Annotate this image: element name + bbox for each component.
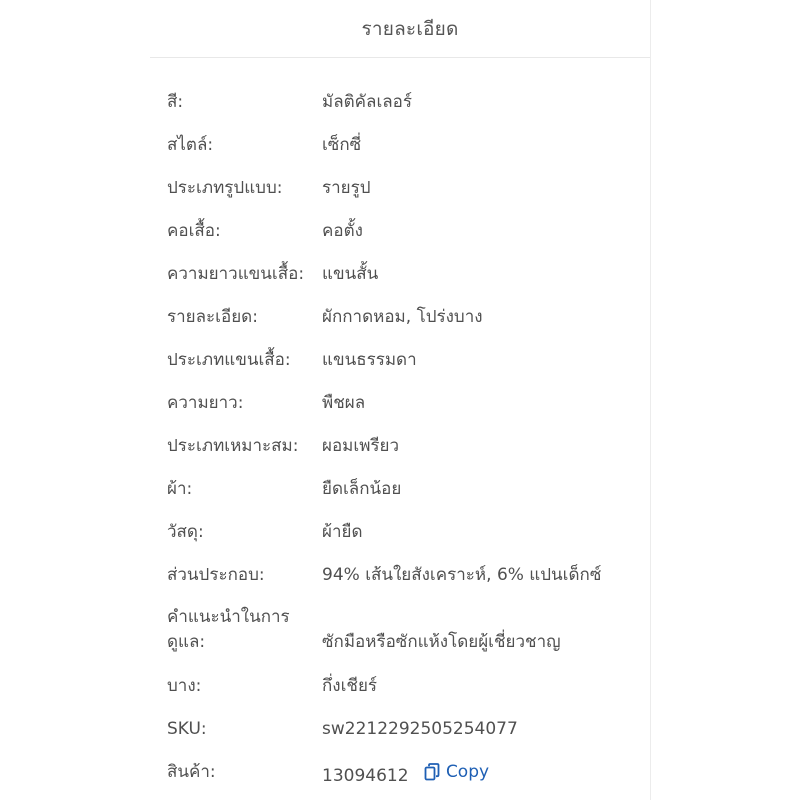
copy-icon xyxy=(424,763,440,781)
detail-label: ประเภทรูปแบบ: xyxy=(167,178,283,198)
detail-row-pattern-type xyxy=(150,165,650,208)
detail-label: ประเภทแขนเสื้อ: xyxy=(167,350,291,370)
product-id-value: 13094612 xyxy=(322,766,409,786)
copy-label: Copy xyxy=(445,762,490,782)
detail-label: คำแนะนำในการดูแล: xyxy=(167,607,290,652)
detail-label: SKU: xyxy=(167,719,207,739)
detail-row-composition xyxy=(150,552,650,595)
details-list xyxy=(150,79,650,792)
detail-row-neckline xyxy=(150,208,650,251)
detail-row-fabric xyxy=(150,466,650,509)
detail-row-care-instructions xyxy=(150,595,650,663)
detail-value: 94% เส้นใยสังเคราะห์, 6% แปนเด็กซ์ xyxy=(322,565,602,585)
detail-label: ผ้า: xyxy=(167,479,193,499)
detail-value: กึ่งเชียร์ xyxy=(322,676,378,696)
detail-value: ผ้ายืด xyxy=(322,522,363,542)
detail-label: คอเสื้อ: xyxy=(167,221,221,241)
detail-label: ประเภทเหมาะสม: xyxy=(167,436,299,456)
detail-value: ยืดเล็กน้อย xyxy=(322,479,402,499)
copy-button[interactable] xyxy=(424,760,489,784)
detail-value: คอตั้ง xyxy=(322,221,363,241)
detail-row-fit-type xyxy=(150,423,650,466)
product-details-panel xyxy=(150,0,651,800)
panel-header xyxy=(150,0,650,58)
detail-label: ความยาว: xyxy=(167,393,244,413)
detail-label: สินค้า: xyxy=(167,762,216,782)
detail-value: พืชผล xyxy=(322,393,366,413)
detail-row-sleeve-length xyxy=(150,251,650,294)
detail-value: แขนสั้น xyxy=(322,264,379,284)
detail-value: เซ็กซี่ xyxy=(322,135,362,155)
detail-label: สี: xyxy=(167,92,184,112)
detail-row-sku xyxy=(150,706,650,749)
detail-row-product-id xyxy=(150,749,650,792)
detail-row-material xyxy=(150,509,650,552)
detail-label: วัสดุ: xyxy=(167,522,204,542)
detail-label: ส่วนประกอบ: xyxy=(167,565,265,585)
detail-row-style xyxy=(150,122,650,165)
detail-row-sheer xyxy=(150,663,650,706)
detail-value: รายรูป xyxy=(322,178,371,198)
detail-label: สไตล์: xyxy=(167,135,214,155)
detail-row-details xyxy=(150,294,650,337)
detail-row-length xyxy=(150,380,650,423)
detail-value: sw2212292505254077 xyxy=(322,719,518,739)
panel-title: รายละเอียด xyxy=(361,17,459,40)
detail-row-color xyxy=(150,79,650,122)
detail-label: ความยาวแขนเสื้อ: xyxy=(167,264,305,284)
detail-value: มัลติคัลเลอร์ xyxy=(322,92,413,112)
detail-value: แขนธรรมดา xyxy=(322,350,417,370)
detail-row-sleeve-type xyxy=(150,337,650,380)
detail-value: ผักกาดหอม, โปร่งบาง xyxy=(322,307,483,327)
detail-value: ผอมเพรียว xyxy=(322,436,400,456)
detail-value: ซักมือหรือซักแห้งโดยผู้เชี่ยวชาญ xyxy=(322,632,561,652)
detail-value xyxy=(322,760,489,788)
detail-label: บาง: xyxy=(167,676,202,696)
detail-label: รายละเอียด: xyxy=(167,307,258,327)
